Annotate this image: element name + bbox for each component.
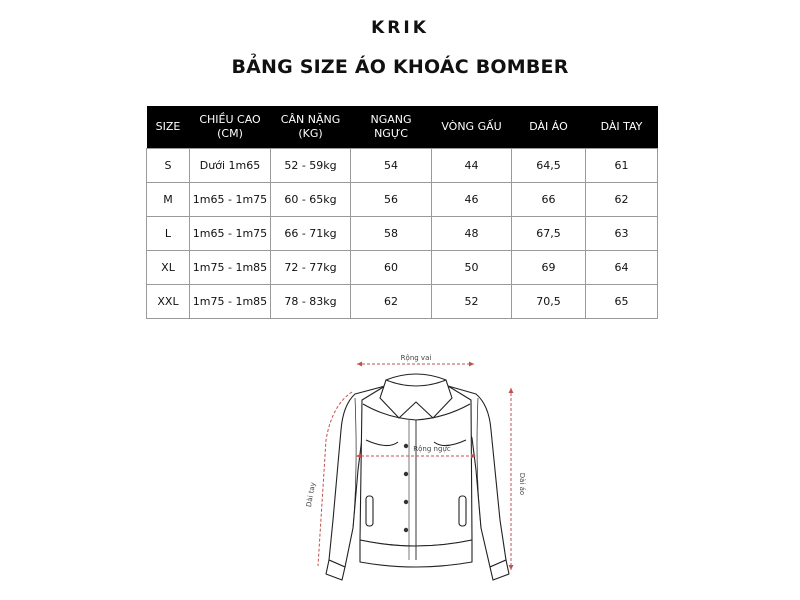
cell-weight: 66 - 71kg [271, 217, 351, 251]
header-hem: VÒNG GẤU [432, 106, 512, 149]
cell-length: 70,5 [512, 285, 586, 319]
brand-logo: KRIK [371, 18, 429, 38]
cell-hem: 48 [432, 217, 512, 251]
cell-weight: 78 - 83kg [271, 285, 351, 319]
cell-size: XXL [147, 285, 190, 319]
cell-sleeve: 61 [586, 149, 658, 183]
shoulder-width-label: Rộng vai [400, 354, 432, 362]
header-height: CHIỀU CAO (CM) [190, 106, 271, 149]
cell-sleeve: 62 [586, 183, 658, 217]
cell-weight: 72 - 77kg [271, 251, 351, 285]
cell-size: L [147, 217, 190, 251]
page-title: BẢNG SIZE ÁO KHOÁC BOMBER [231, 56, 569, 78]
cell-height: 1m65 - 1m75 [190, 183, 271, 217]
cell-length: 64,5 [512, 149, 586, 183]
header-weight: CÂN NẶNG (KG) [271, 106, 351, 149]
cell-sleeve: 65 [586, 285, 658, 319]
cell-chest: 58 [351, 217, 432, 251]
cell-hem: 50 [432, 251, 512, 285]
cell-hem: 52 [432, 285, 512, 319]
cell-size: S [147, 149, 190, 183]
cell-weight: 52 - 59kg [271, 149, 351, 183]
cell-length: 69 [512, 251, 586, 285]
cell-height: Dưới 1m65 [190, 149, 271, 183]
cell-sleeve: 64 [586, 251, 658, 285]
cell-height: 1m75 - 1m85 [190, 251, 271, 285]
cell-length: 67,5 [512, 217, 586, 251]
cell-chest: 60 [351, 251, 432, 285]
chest-width-label: Rộng ngực [413, 445, 451, 453]
cell-size: XL [147, 251, 190, 285]
cell-height: 1m75 - 1m85 [190, 285, 271, 319]
header-length: DÀI ÁO [512, 106, 586, 149]
cell-chest: 56 [351, 183, 432, 217]
jacket-illustration [326, 374, 509, 580]
cell-chest: 54 [351, 149, 432, 183]
cell-height: 1m65 - 1m75 [190, 217, 271, 251]
cell-chest: 62 [351, 285, 432, 319]
cell-hem: 46 [432, 183, 512, 217]
cell-size: M [147, 183, 190, 217]
header-size: SIZE [147, 106, 190, 149]
body-length-label: Dài áo [518, 472, 526, 496]
header-chest-width: NGANG NGỰC [351, 106, 432, 149]
cell-sleeve: 63 [586, 217, 658, 251]
header-sleeve: DÀI TAY [586, 106, 658, 149]
cell-hem: 44 [432, 149, 512, 183]
sleeve-length-label: Dài tay [304, 481, 318, 508]
cell-length: 66 [512, 183, 586, 217]
cell-weight: 60 - 65kg [271, 183, 351, 217]
